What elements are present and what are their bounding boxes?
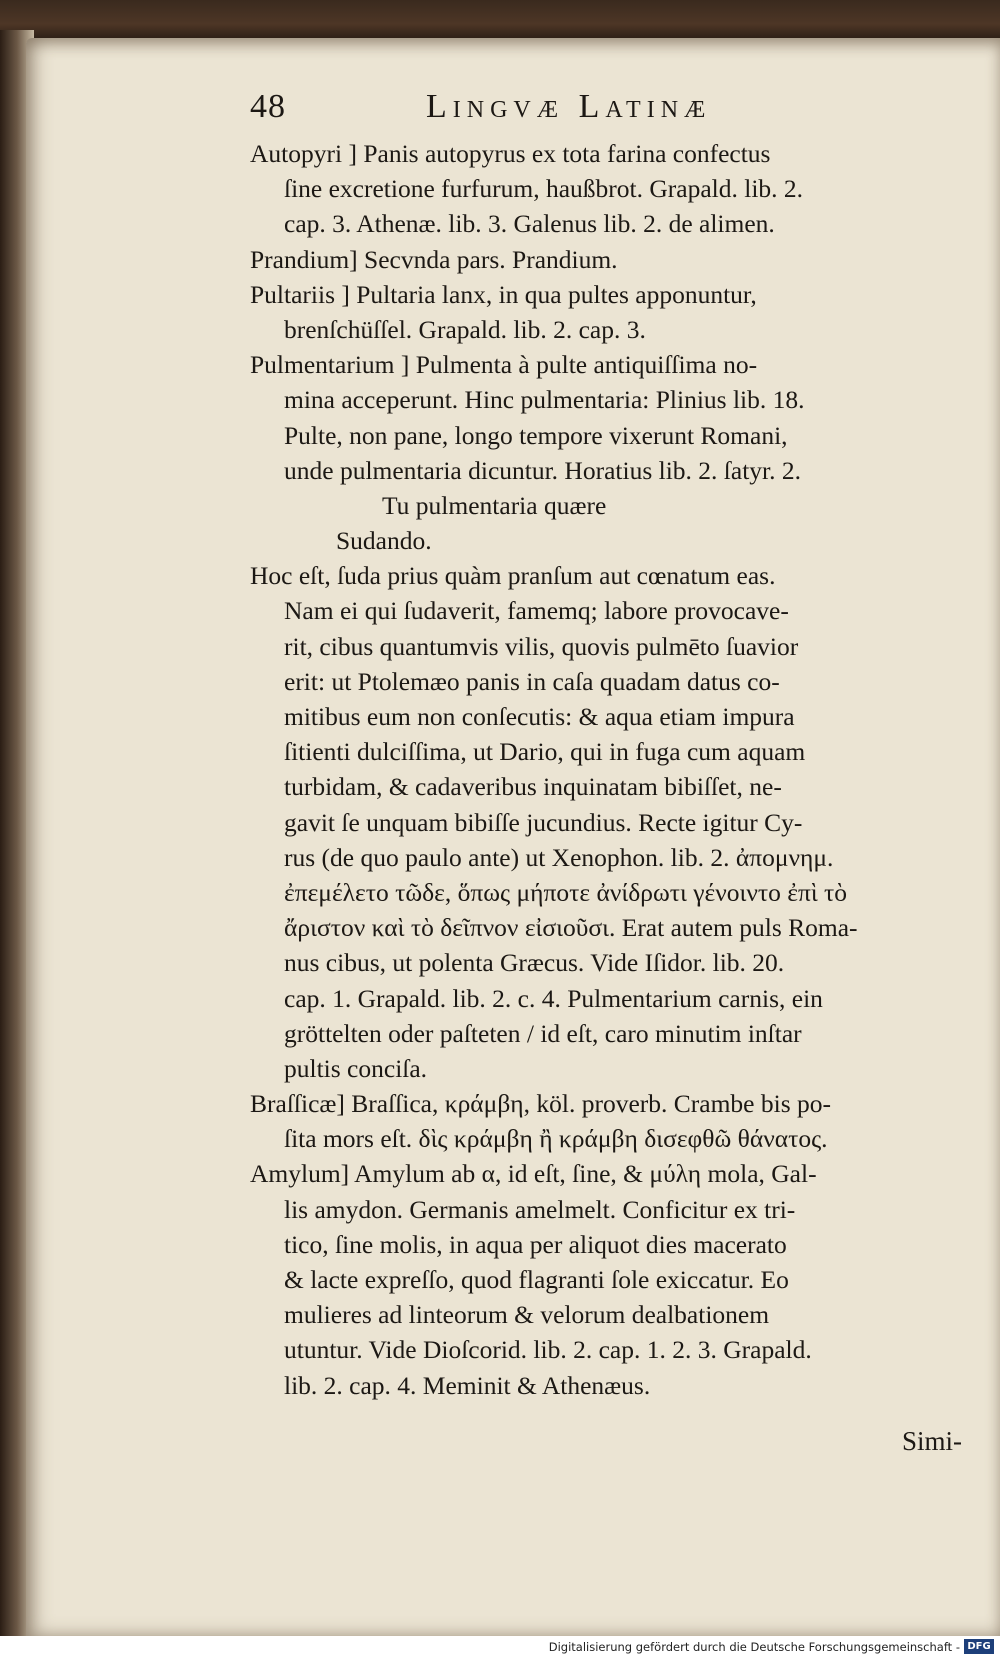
footer-bar bbox=[0, 1636, 1000, 1658]
book-edge-top bbox=[0, 0, 1000, 40]
text-line: ἐπεμέλετο τῶδε, ὅπως μήποτε ἀνίδρωτι γένοιντο ἐπὶ τὸ bbox=[284, 877, 848, 907]
text-line: & lacte expreſſo, quod flagranti ſole exiccatur. Eo bbox=[284, 1265, 789, 1294]
text-line: Braſſicæ] Braſſica, κράμβη, köl. proverb. Crambe bis po- bbox=[250, 1089, 831, 1119]
text-line: Pulmentarium ] Pulmenta à pulte antiquiſſima no- bbox=[250, 350, 758, 380]
text-line: lis amydon. Germanis amelmelt. Conficitur ex tri- bbox=[284, 1194, 796, 1224]
text-line: gavit ſe unquam bibiſſe jucundius. Recte igitur Cy- bbox=[284, 807, 803, 837]
text-line: turbidam, & cadaveribus inquinatam bibiſſet, ne- bbox=[284, 772, 782, 802]
text-line: Hoc eſt, ſuda prius quàm pranſum aut cœnatum eas. bbox=[250, 561, 776, 591]
text-line: gröttelten oder paſteten / id eſt, caro minutim inſtar bbox=[284, 1018, 802, 1048]
text-line: Autopyri ] Panis autopyrus ex tota farina confectus bbox=[250, 139, 771, 168]
text-line: ſine excretione furfurum, haußbrot. Grapald. lib. 2. bbox=[284, 174, 804, 204]
text-line: nus cibus, ut polenta Græcus. Vide Iſidor. lib. 20. bbox=[284, 948, 785, 978]
text-line: pultis conciſa. bbox=[284, 1053, 428, 1083]
running-title: Lingvæ Latinæ bbox=[426, 88, 712, 125]
text-line: lib. 2. cap. 4. Meminit & Athenæus. bbox=[284, 1370, 651, 1400]
dfg-logo: DFG bbox=[964, 1639, 994, 1654]
text-line: Pultariis ] Pultaria lanx, in qua pultes apponuntur, bbox=[250, 279, 757, 309]
body-text bbox=[250, 136, 990, 1403]
text-line: cap. 1. Grapald. lib. 2. c. 4. Pulmentarium carnis, ein bbox=[284, 983, 823, 1013]
text-line: mulieres ad linteorum & velorum dealbationem bbox=[284, 1300, 770, 1330]
text-line: utuntur. Vide Dioſcorid. lib. 2. cap. 1. 2. 3. Grapald. bbox=[284, 1335, 812, 1365]
text-line: Tu pulmentaria quære bbox=[382, 490, 607, 520]
page-number: 48 bbox=[250, 88, 286, 125]
text-line: tico, ſine molis, in aqua per aliquot dies macerato bbox=[284, 1229, 787, 1259]
text-line: rit, cibus quantumvis vilis, quovis pulmēto ſuavior bbox=[284, 631, 799, 661]
text-line: ſita mors eſt. δὶς κράμβη ἢ κράμβη δισεφθῶ θάνατος. bbox=[284, 1124, 828, 1154]
footer-credit: Digitalisierung gefördert durch die Deutsche Forschungsgemeinschaft - bbox=[548, 1640, 960, 1654]
text-line: cap. 3. Athenæ. lib. 3. Galenus lib. 2. de alimen. bbox=[284, 209, 775, 239]
text-line: brenſchüſſel. Grapald. lib. 2. cap. 3. bbox=[284, 314, 646, 344]
text-line: Pulte, non pane, longo tempore vixerunt Romani, bbox=[284, 420, 788, 450]
text-line: unde pulmentaria dicuntur. Horatius lib. 2. ſatyr. 2. bbox=[284, 455, 801, 485]
text-line: Prandium] Secvnda pars. Prandium. bbox=[250, 244, 618, 274]
text-line: rus (de quo paulo ante) ut Xenophon. lib. 2. ἀπομνημ. bbox=[284, 842, 834, 872]
text-line: mitibus eum non conſecutis: & aqua etiam impura bbox=[284, 702, 795, 731]
text-line: Sudando. bbox=[336, 526, 432, 556]
running-head bbox=[250, 88, 810, 136]
catchword: Simi- bbox=[901, 1426, 962, 1456]
text-line: Amylum] Amylum ab α, id eſt, ſine, & μύλη mola, Gal- bbox=[250, 1159, 817, 1189]
text-line: Nam ei qui ſudaverit, famemq; labore provocave- bbox=[284, 596, 789, 626]
text-line: erit: ut Ptolemæo panis in caſa quadam datus co- bbox=[284, 666, 780, 696]
text-line: ἄριστον καὶ τὸ δεῖπνον εἰσιοῦσι. Erat autem puls Roma- bbox=[284, 913, 858, 943]
text-line: mina acceperunt. Hinc pulmentaria: Plinius lib. 18. bbox=[284, 385, 805, 415]
text-line: ſitienti dulciſſima, ut Dario, qui in fuga cum aquam bbox=[284, 737, 806, 767]
